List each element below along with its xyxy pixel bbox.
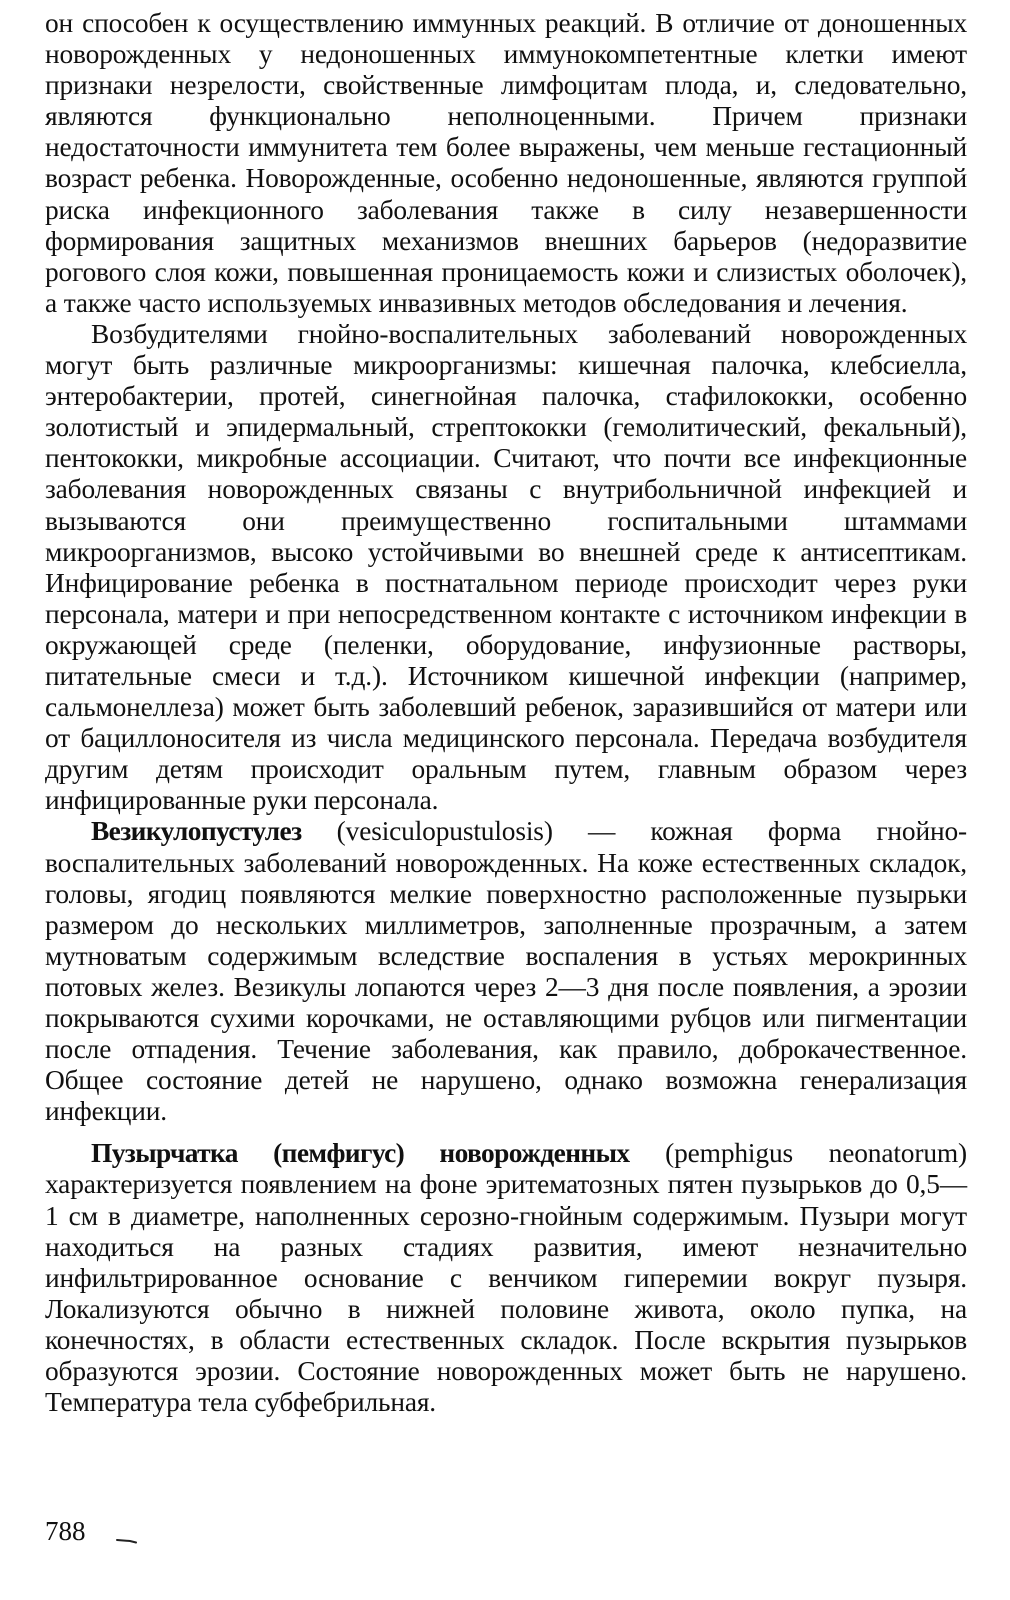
paragraph-pemphigus-body: (pemphigus neonatorum) характеризуется появлением на фоне эритематозных пятен пузырьков до 0,5—1 см в диаметре, наполненных серозно-гнойным содержимым. Пузыри могут находиться на разных стадиях развития, имеют незначительно инфильтрированное основание с венчиком гиперемии вокруг пузыря. Локализуются обычно в нижней половине живота, около пупка, на конечностях, в области естественных складок. После вскрытия пузырьков образуются эрозии. Состояние новорожденных может быть не нарушено. Температура тела субфебрильная. xyxy=(45,1138,967,1418)
paragraph-pathogens: Возбудителями гнойно-воспалительных заболеваний новорожденных могут быть различные микроорганизмы: кишечная палочка, клебсиелла, энтеробактерии, протей, синегнойная палочка, стафилококки, особенно золотистый и эпидермальный, стрептококки (гемолитический, фекальный), пентококки, микробные ассоциации. Считают, что почти все инфекционные заболевания новорожденных связаны с внутрибольничной инфекцией и вызываются они преимущественно госпитальными штаммами микроорганизмов, высоко устойчивыми во внешней среде к антисептикам. Инфицирование ребенка в постнатальном периоде происходит через руки персонала, матери и при непосредственном контакте с источником инфекции в окружающей среде (пеленки, оборудование, инфузионные растворы, питательные смеси и т.д.). Источником кишечной инфекции (например, сальмонеллеза) может быть заболевший ребенок, заразившийся от матери или от бациллоносителя из числа медицинского персонала. Передача возбудителя другим детям происходит оральным путем, главным образом через инфицированные руки персонала. xyxy=(45,318,967,816)
page-text xyxy=(45,8,967,1418)
page-number: 788 xyxy=(45,1516,86,1546)
term-vesiculopustulosis: Везикулопустулез xyxy=(91,816,302,847)
paragraph-vesiculopustulosis-body: (vesiculopustulosis) — кожная форма гнойно-воспалительных заболеваний новорожденных. На коже естественных складок, головы, ягодиц появляются мелкие поверхностно расположенные пузырьки размером до нескольких миллиметров, заполненные прозрачным, а затем мутноватым содержимым вследствие воспаления в устьях мерокринных потовых желез. Везикулы лопаются через 2—3 дня после появления, а эрозии покрываются сухими корочками, не оставляющими рубцов или пигментации после отпадения. Течение заболевания, как правило, доброкачественное. Общее состояние детей не нарушено, однако возможна генерализация инфекции. xyxy=(45,816,967,1127)
ink-smudge-mark xyxy=(116,1538,138,1544)
paragraph-vesiculopustulosis xyxy=(45,816,967,1127)
paragraph-pemphigus xyxy=(45,1138,967,1418)
paragraph-immune-continuation: он способен к осуществлению иммунных реакций. В отличие от доношенных новорожденных у недоношенных иммунокомпетентные клетки имеют признаки незрелости, свойственные лимфоцитам плода, и, следовательно, являются функционально неполноценными. Причем признаки недостаточности иммунитета тем более выражены, чем меньше гестационный возраст ребенка. Новорожденные, особенно недоношенные, являются группой риска инфекционного заболевания также в силу незавершенности формирования защитных механизмов внешних барьеров (недоразвитие рогового слоя кожи, повышенная проницаемость кожи и слизистых оболочек), а также часто используемых инвазивных методов обследования и лечения. xyxy=(45,8,967,318)
term-pemphigus: Пузырчатка (пемфигус) новорожденных xyxy=(91,1138,630,1169)
